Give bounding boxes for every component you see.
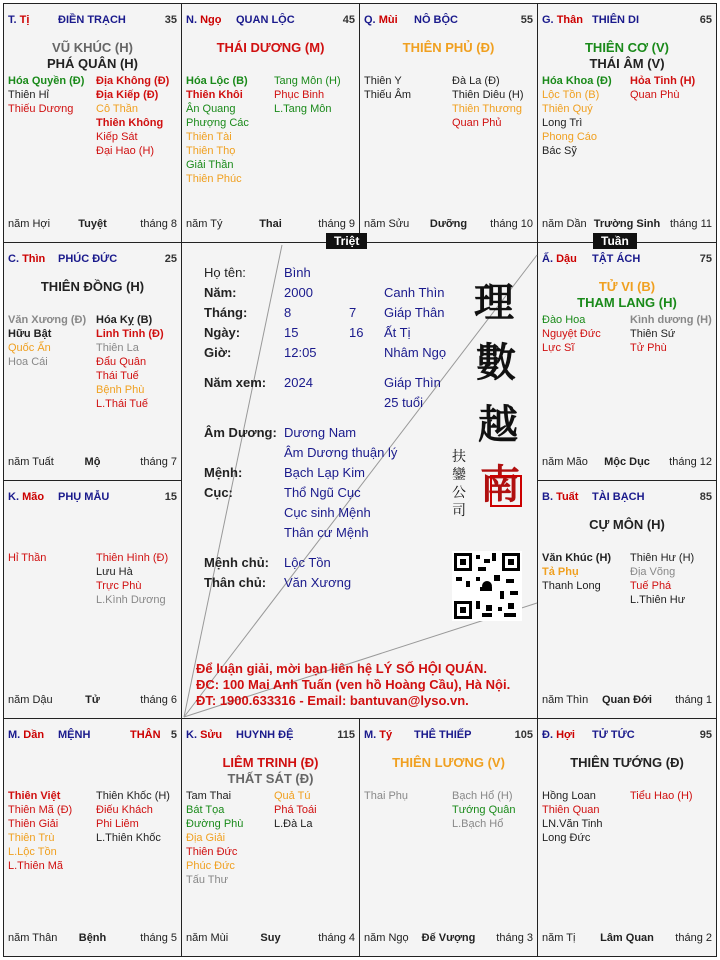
palace-name: TỬ TỨC	[592, 729, 635, 741]
palace-name: TẬT ÁCH	[592, 253, 641, 265]
minor-star: Tả Phụ	[542, 566, 579, 578]
menh-chu-label: Mệnh chủ:	[204, 555, 269, 570]
minor-star: Thái Tuế	[96, 370, 139, 382]
minor-star: Kiếp Sát	[96, 131, 138, 143]
minor-star: Thiên Hình (Đ)	[96, 552, 169, 564]
minor-star: Địa Giải	[186, 832, 226, 844]
minor-star: Phi Liêm	[96, 818, 139, 830]
minor-star: Bệnh Phù	[96, 384, 145, 396]
star-list-left	[8, 551, 46, 565]
minor-star: Hóa Kỵ (B)	[96, 314, 153, 326]
palace-dan	[3, 718, 182, 957]
palace-name: TÀI BẠCH	[592, 491, 645, 503]
palace-footer	[8, 694, 177, 708]
cuc-note-1: Cục sinh Mệnh	[284, 505, 371, 520]
palace-name: PHÚC ĐỨC	[58, 253, 118, 265]
truong-sinh-stage: Tuyệt	[78, 218, 107, 230]
star-list-right	[274, 74, 341, 116]
minor-star: Hóa Lộc (B)	[186, 75, 248, 87]
palace-year: năm Mùi	[186, 932, 229, 944]
minor-star: Phá Toái	[274, 804, 317, 816]
star-list-right	[96, 551, 168, 607]
palace-hoi	[537, 718, 717, 957]
palace-name: QUAN LỘC	[236, 14, 295, 26]
palace-footer	[364, 932, 533, 946]
minor-star: L.Đà La	[274, 818, 313, 830]
palace-year: năm Mão	[542, 456, 588, 468]
major-star: THẤT SÁT (Đ)	[227, 771, 314, 786]
day-label: Ngày:	[204, 325, 241, 340]
minor-star: Thiên Việt	[8, 790, 61, 802]
palace-year: năm Thân	[8, 932, 58, 944]
star-list-left	[364, 789, 408, 803]
palace-month: tháng 12	[669, 456, 712, 468]
minor-star: Đào Hoa	[542, 314, 586, 326]
day-can-chi: Ất Tị	[384, 325, 411, 340]
star-list-right	[630, 551, 694, 607]
minor-star: Thiếu Âm	[364, 89, 412, 101]
cuc-note-2: Thân cư Mệnh	[284, 525, 369, 540]
minor-star: L.Tang Môn	[274, 103, 332, 115]
minor-star: Thiên Trù	[8, 832, 55, 844]
major-star: CỰ MÔN (H)	[589, 517, 665, 532]
major-star: LIÊM TRINH (Đ)	[222, 755, 319, 770]
major-star: THIÊN PHỦ (Đ)	[402, 40, 495, 55]
palace-name: THÊ THIẾP	[414, 729, 472, 741]
minor-star: Bạch Hổ (H)	[452, 790, 513, 802]
palace-name: NÔ BỘC	[414, 14, 458, 26]
calligraphy-char-2: 數	[476, 339, 516, 386]
menh-label: Mệnh:	[204, 465, 243, 480]
than-chu-label: Thân chủ:	[204, 575, 267, 590]
minor-star: Phục Binh	[274, 89, 325, 101]
minor-star: Đường Phù	[186, 818, 244, 830]
palace-can-chi: M. Dần	[8, 729, 45, 741]
minor-star: Tuế Phá	[630, 580, 672, 592]
palace-can-chi: K. Sửu	[186, 729, 223, 741]
palace-year: năm Hợi	[8, 218, 51, 230]
truong-sinh-stage: Bệnh	[78, 932, 107, 944]
minor-star: Thiên Tài	[186, 131, 232, 143]
minor-star: Hoa Cái	[8, 356, 48, 368]
am-duong-note: Âm Dương thuận lý	[284, 445, 398, 460]
palace-number: 115	[337, 729, 355, 741]
minor-star: Thai Phụ	[364, 790, 409, 802]
minor-star: Thiên Khốc (H)	[96, 790, 170, 802]
minor-star: Tấu Thư	[186, 874, 229, 886]
palace-can-chi: N. Ngọ	[186, 14, 222, 26]
palace-year: năm Thìn	[542, 694, 589, 706]
month-can-chi: Giáp Thân	[384, 305, 445, 320]
minor-star: Thiên Đức	[186, 846, 238, 858]
minor-star: Thiên Không	[96, 117, 164, 129]
palace-footer	[542, 218, 712, 232]
star-list-left	[8, 789, 72, 873]
star-list-left	[542, 551, 611, 593]
palace-year: năm Ngọ	[364, 932, 409, 944]
than-marker: THÂN	[130, 729, 161, 741]
minor-star: Hóa Khoa (Đ)	[542, 75, 612, 87]
minor-star: Lưu Hà	[96, 566, 133, 578]
minor-star: L.Thiên Hư	[630, 594, 686, 606]
minor-star: Tiểu Hao (H)	[630, 790, 693, 802]
minor-star: Thiên Y	[364, 75, 402, 87]
minor-star: Văn Khúc (H)	[542, 552, 612, 564]
palace-month: tháng 11	[669, 218, 712, 230]
palace-month: tháng 1	[675, 694, 712, 706]
minor-star: Thiên Hỉ	[8, 89, 49, 101]
minor-star: Giải Thần	[186, 159, 234, 171]
palace-month: tháng 4	[318, 932, 355, 944]
lunar-day: 16	[349, 325, 364, 340]
major-star: THÁI ÂM (V)	[589, 56, 665, 71]
minor-star: Quả Tú	[274, 790, 311, 802]
view-year-value: 2024	[284, 375, 313, 390]
major-star: TỬ VI (B)	[598, 279, 656, 294]
palace-header	[8, 491, 177, 505]
minor-star: Quan Phù	[630, 89, 680, 101]
palace-number: 35	[164, 14, 177, 26]
palace-ti	[3, 3, 182, 243]
minor-star: Văn Xương (Đ)	[8, 314, 87, 326]
triet-tag: Triệt	[326, 233, 367, 249]
star-list-left	[186, 789, 243, 887]
palace-footer	[186, 218, 355, 232]
minor-star: Quốc Ấn	[8, 342, 51, 354]
year-label: Năm:	[204, 285, 237, 300]
minor-star: Tướng Quân	[452, 804, 516, 816]
palace-number: 55	[520, 14, 533, 26]
palace-can-chi: K. Mão	[8, 491, 45, 503]
day-value: 15	[284, 325, 299, 340]
hour-value: 12:05	[284, 345, 317, 360]
lunar-month: 7	[349, 305, 357, 320]
minor-star: Kình dương (H)	[630, 314, 712, 326]
minor-star: Bác Sỹ	[542, 145, 577, 157]
contact-line-3: ĐT: 1900.633316 - Email: bantuvan@lyso.vn.	[196, 693, 469, 708]
minor-star: Địa Võng	[630, 566, 676, 578]
truong-sinh-stage: Suy	[260, 932, 281, 944]
minor-star: Điếu Khách	[96, 804, 153, 816]
palace-header	[542, 14, 712, 28]
palace-mui	[359, 3, 538, 243]
minor-star: Thiên Khôi	[186, 89, 243, 101]
center-info-panel	[181, 242, 538, 719]
minor-star: Thiên Hư (H)	[630, 552, 695, 564]
palace-header	[186, 14, 355, 28]
palace-name: PHỤ MẪU	[58, 491, 110, 503]
minor-star: Đẩu Quân	[96, 356, 147, 368]
palace-name: MỆNH	[58, 729, 91, 741]
palace-can-chi: C. Thìn	[8, 253, 46, 265]
month-label: Tháng:	[204, 305, 248, 320]
hour-can-chi: Nhâm Ngọ	[384, 345, 447, 360]
minor-star: Thiên Thương	[452, 103, 523, 115]
palace-footer	[542, 932, 712, 946]
palace-name: THIÊN DI	[592, 14, 640, 26]
minor-star: Lực Sĩ	[542, 342, 575, 354]
star-list-left	[186, 74, 249, 186]
palace-ty	[359, 718, 538, 957]
palace-number: 65	[699, 14, 712, 26]
palace-number: 45	[342, 14, 355, 26]
minor-star: L.Kình Dương	[96, 594, 166, 606]
minor-star: L.Bạch Hổ	[452, 818, 504, 830]
palace-number: 95	[699, 729, 712, 741]
palace-header	[542, 491, 712, 505]
seal-small-text: 扶鑾公司	[452, 449, 466, 519]
contact-line-1: Để luận giải, mời bạn liên hệ LÝ SỐ HỘI QUÁN.	[196, 661, 487, 676]
star-list-right	[452, 74, 524, 130]
palace-month: tháng 7	[140, 456, 177, 468]
palace-year: năm Tuất	[8, 456, 54, 468]
red-seal	[490, 475, 522, 507]
minor-star: Cô Thần	[96, 103, 138, 115]
name-label: Họ tên:	[204, 265, 246, 280]
tu-vi-chart	[3, 3, 717, 957]
palace-header	[542, 253, 712, 267]
minor-star: Đại Hao (H)	[96, 145, 155, 157]
minor-star: Tử Phù	[630, 342, 667, 354]
star-list-left	[542, 789, 603, 845]
palace-can-chi: Đ. Hợi	[542, 729, 575, 741]
minor-star: Hỏa Tinh (H)	[630, 75, 696, 87]
palace-header	[8, 253, 177, 267]
palace-name: ĐIỀN TRẠCH	[58, 14, 126, 26]
palace-header	[542, 729, 712, 743]
palace-header	[8, 14, 177, 28]
palace-number: 85	[699, 491, 712, 503]
star-list-left	[364, 74, 411, 102]
palace-month: tháng 9	[318, 218, 355, 230]
palace-footer	[364, 218, 533, 232]
palace-month: tháng 3	[496, 932, 533, 944]
am-duong-label: Âm Dương:	[204, 425, 277, 440]
view-year-can-chi: Giáp Thìn	[384, 375, 441, 390]
star-list-right	[274, 789, 317, 831]
major-star: THIÊN TƯỚNG (Đ)	[570, 755, 684, 770]
palace-can-chi: Q. Mùi	[364, 14, 398, 26]
palace-mao	[3, 480, 182, 719]
palace-footer	[8, 456, 177, 470]
minor-star: LN.Văn Tinh	[542, 818, 603, 830]
star-list-right	[630, 313, 712, 355]
cuc-value: Thổ Ngũ Cục	[284, 485, 361, 500]
name-value: Bình	[284, 265, 311, 280]
am-duong-value: Dương Nam	[284, 425, 357, 440]
palace-year: năm Tý	[186, 218, 223, 230]
minor-star: Long Trì	[542, 117, 583, 129]
palace-year: năm Dậu	[8, 694, 53, 706]
palace-year: năm Dần	[542, 218, 587, 230]
minor-star: Thiên Quan	[542, 804, 600, 816]
palace-number: 5	[170, 729, 177, 741]
year-can-chi: Canh Thìn	[384, 285, 445, 300]
palace-month: tháng 8	[140, 218, 177, 230]
star-list-left	[542, 313, 601, 355]
palace-header	[364, 14, 533, 28]
minor-star: Thiên Mã (Đ)	[8, 804, 73, 816]
calligraphy-char-4: 南	[480, 461, 520, 508]
minor-star: Quan Phủ	[452, 117, 502, 129]
palace-can-chi: G. Thân	[542, 14, 583, 26]
truong-sinh-stage: Lâm Quan	[600, 932, 654, 944]
star-list-right	[96, 74, 169, 158]
star-list-right	[96, 789, 170, 845]
than-chu-value: Văn Xương	[284, 575, 352, 590]
palace-can-chi: M. Tý	[364, 729, 393, 741]
star-list-left	[8, 313, 86, 369]
tuan-tag: Tuần	[593, 233, 637, 249]
truong-sinh-stage: Mộ	[84, 456, 101, 468]
star-list-right	[630, 74, 695, 102]
palace-header	[186, 729, 355, 743]
minor-star: Thiên Diêu (H)	[452, 89, 524, 101]
month-value: 8	[284, 305, 292, 320]
minor-star: Nguyệt Đức	[542, 328, 601, 340]
minor-star: Thiên Sứ	[630, 328, 676, 340]
star-list-right	[630, 789, 693, 803]
minor-star: Phượng Các	[186, 117, 249, 129]
major-star: THÁI DƯƠNG (M)	[216, 40, 325, 55]
palace-year: năm Tị	[542, 932, 576, 944]
cuc-label: Cục:	[204, 485, 233, 500]
palace-name: HUYNH ĐỆ	[236, 729, 294, 741]
palace-month: tháng 2	[675, 932, 712, 944]
minor-star: Thiên Quý	[542, 103, 593, 115]
palace-than	[537, 3, 717, 243]
view-year-label: Năm xem:	[204, 375, 267, 390]
minor-star: Tang Môn (H)	[274, 75, 341, 87]
year-value: 2000	[284, 285, 313, 300]
qr-code	[452, 551, 522, 621]
palace-footer	[8, 932, 177, 946]
minor-star: L.Lộc Tồn	[8, 846, 57, 858]
palace-ngo	[181, 3, 360, 243]
menh-value: Bạch Lạp Kim	[284, 465, 365, 480]
palace-month: tháng 5	[140, 932, 177, 944]
minor-star: Ân Quang	[186, 103, 236, 115]
star-list-right	[96, 313, 164, 411]
palace-number: 25	[164, 253, 177, 265]
minor-star: Thiếu Dương	[8, 103, 74, 115]
palace-header	[364, 729, 533, 743]
minor-star: Thiên La	[96, 342, 139, 354]
palace-footer	[186, 932, 355, 946]
truong-sinh-stage: Trường Sinh	[593, 218, 661, 230]
major-star: THIÊN LƯƠNG (V)	[392, 755, 505, 770]
minor-star: L.Thiên Mã	[8, 860, 64, 872]
minor-star: Đà La (Đ)	[452, 75, 500, 87]
minor-star: Trực Phù	[96, 580, 142, 592]
minor-star: Phúc Đức	[186, 860, 235, 872]
palace-month: tháng 6	[140, 694, 177, 706]
minor-star: Thiên Thọ	[186, 145, 236, 157]
minor-star: Phong Cáo	[542, 131, 598, 143]
major-star: THIÊN ĐỒNG (H)	[40, 279, 145, 294]
minor-star: Địa Không (Đ)	[96, 75, 170, 87]
star-list-left	[8, 74, 84, 116]
minor-star: Tam Thai	[186, 790, 232, 802]
truong-sinh-stage: Tử	[85, 694, 100, 706]
palace-thin	[3, 242, 182, 481]
palace-number: 15	[164, 491, 177, 503]
palace-can-chi: Ấ. Dậu	[542, 253, 577, 265]
truong-sinh-stage: Quan Đới	[602, 694, 652, 706]
age-value: 25 tuổi	[384, 395, 424, 410]
minor-star: Linh Tinh (Đ)	[96, 328, 164, 340]
palace-dau	[537, 242, 717, 481]
minor-star: Địa Kiếp (Đ)	[96, 89, 159, 101]
minor-star: Long Đức	[542, 832, 591, 844]
minor-star: Hữu Bật	[8, 328, 52, 340]
minor-star: Hỉ Thần	[8, 552, 47, 564]
minor-star: Hồng Loan	[542, 790, 596, 802]
star-list-right	[452, 789, 516, 831]
minor-star: L.Thiên Khốc	[96, 832, 161, 844]
contact-line-2: ĐC: 100 Mai Anh Tuấn (ven hồ Hoàng Cầu), Hà Nội.	[196, 677, 511, 692]
palace-footer	[542, 694, 712, 708]
major-star: VŨ KHÚC (H)	[52, 40, 133, 55]
truong-sinh-stage: Mộc Dục	[604, 456, 650, 468]
truong-sinh-stage: Đế Vượng	[421, 932, 476, 944]
minor-star: Lộc Tồn (B)	[542, 89, 600, 101]
major-star: THAM LANG (H)	[577, 295, 677, 310]
palace-suu	[181, 718, 360, 957]
calligraphy-char-1: 理	[474, 279, 514, 326]
palace-tuat	[537, 480, 717, 719]
truong-sinh-stage: Thai	[259, 218, 282, 230]
minor-star: Thanh Long	[542, 580, 601, 592]
major-star: PHÁ QUÂN (H)	[47, 56, 138, 71]
menh-chu-value: Lộc Tồn	[284, 555, 331, 570]
palace-footer	[8, 218, 177, 232]
palace-can-chi: B. Tuất	[542, 491, 579, 503]
minor-star: Hóa Quyền (Đ)	[8, 75, 85, 87]
minor-star: Bát Tọa	[186, 804, 225, 816]
calligraphy-char-3: 越	[478, 401, 518, 448]
minor-star: L.Thái Tuế	[96, 398, 148, 410]
minor-star: Thiên Giải	[8, 818, 59, 830]
palace-year: năm Sửu	[364, 218, 410, 230]
hour-label: Giờ:	[204, 345, 232, 360]
major-star: THIÊN CƠ (V)	[584, 40, 670, 55]
truong-sinh-stage: Dưỡng	[429, 218, 468, 230]
minor-star: Thiên Phúc	[186, 173, 242, 185]
palace-month: tháng 10	[490, 218, 533, 230]
palace-footer	[542, 456, 712, 470]
palace-header	[8, 729, 177, 743]
palace-number: 75	[699, 253, 712, 265]
star-list-left	[542, 74, 612, 158]
contact-block	[196, 661, 510, 709]
palace-can-chi: T. Tị	[8, 14, 30, 26]
palace-number: 105	[514, 729, 533, 741]
